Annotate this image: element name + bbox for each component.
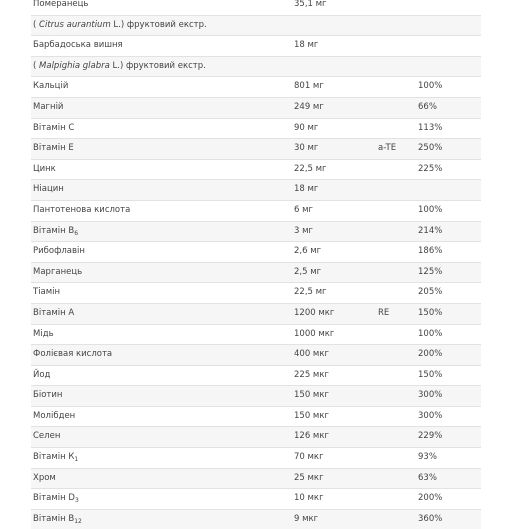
nutrient-percent: 200%: [418, 493, 443, 504]
table-row: [31, 0, 481, 15]
nutrient-percent: 214%: [418, 225, 443, 236]
table-row: [31, 76, 481, 97]
table-row: [31, 97, 481, 118]
nutrient-amount: 10 мкг: [294, 493, 324, 504]
nutrient-table: [31, 0, 481, 529]
nutrient-name: Барбадоська вишня: [33, 40, 123, 51]
nutrient-amount: 18 мг: [294, 184, 319, 195]
nutrient-percent: 100%: [418, 81, 443, 92]
nutrient-name: Рибофлавін: [33, 246, 85, 257]
nutrient-percent: 205%: [418, 287, 443, 298]
nutrient-percent: 250%: [418, 143, 443, 154]
table-row: [31, 303, 481, 324]
nutrient-amount: 3 мг: [294, 225, 313, 236]
table-row: [31, 262, 481, 283]
table-row: [31, 200, 481, 221]
nutrient-name: Марганець: [33, 266, 83, 277]
nutrient-name: Вітамін С: [33, 122, 75, 133]
table-row: [31, 426, 481, 447]
nutrient-percent: 125%: [418, 266, 443, 277]
table-row: [31, 179, 481, 200]
nutrient-name: Вітамін $D_3$: [33, 493, 79, 505]
nutrient-percent: 300%: [418, 390, 443, 401]
nutrient-percent: 113%: [418, 122, 443, 133]
nutrient-amount: 225 мкг: [294, 369, 329, 380]
table-row: [31, 15, 481, 36]
nutrient-name: Померанець: [33, 0, 89, 9]
nutrient-amount: 150 мкг: [294, 410, 329, 421]
nutrient-name: Молібден: [33, 410, 76, 421]
table-row: [31, 406, 481, 427]
table-row: [31, 344, 481, 365]
nutrient-percent: 150%: [418, 307, 443, 318]
table-row: [31, 118, 481, 139]
nutrient-source: ( Citrus aurantium L.) фруктовий екстр.: [33, 19, 207, 30]
nutrient-name: Вітамін $В_6$: [33, 225, 79, 237]
nutrient-amount: 6 мг: [294, 204, 313, 215]
nutrient-name: Мідь: [33, 328, 54, 339]
nutrient-name: Цинк: [33, 163, 56, 174]
nutrient-amount: 9 мкг: [294, 513, 319, 524]
nutrient-percent: 186%: [418, 246, 443, 257]
nutrient-percent: 63%: [418, 472, 437, 483]
table-row: [31, 35, 481, 56]
table-row: [31, 159, 481, 180]
table-row: [31, 468, 481, 489]
nutrient-name: Тіамін: [33, 287, 61, 298]
table-row: [31, 324, 481, 345]
nutrient-amount: 30 мг: [294, 143, 319, 154]
nutrient-name: Хром: [33, 472, 56, 483]
nutrient-percent: 225%: [418, 163, 443, 174]
nutrient-amount: 249 мг: [294, 101, 324, 112]
table-row: [31, 241, 481, 262]
nutrient-percent: 360%: [418, 513, 443, 524]
table-row: [31, 365, 481, 386]
nutrient-source: ( Malpighia glabra L.) фруктовий екстр.: [33, 60, 206, 71]
table-row: [31, 138, 481, 159]
nutrient-amount: 22,5 мг: [294, 287, 327, 298]
nutrient-name: Фолієвая кислота: [33, 349, 113, 360]
nutrient-name: Вітамін Е: [33, 143, 74, 154]
nutrient-amount: 126 мкг: [294, 431, 329, 442]
nutrient-unit: RE: [378, 307, 390, 318]
table-row: [31, 447, 481, 468]
nutrient-amount: 1000 мкг: [294, 328, 335, 339]
nutrient-percent: 229%: [418, 431, 443, 442]
table-row: [31, 488, 481, 509]
nutrient-name: Селен: [33, 431, 61, 442]
nutrient-amount: 400 мкг: [294, 349, 329, 360]
nutrient-amount: 150 мкг: [294, 390, 329, 401]
nutrient-percent: 200%: [418, 349, 443, 360]
nutrient-amount: 70 мкг: [294, 452, 324, 463]
nutrient-amount: 35,1 мг: [294, 0, 327, 9]
nutrient-name: Кальцій: [33, 81, 69, 92]
nutrient-name: Ніацин: [33, 184, 64, 195]
nutrient-unit: a-TE: [378, 143, 397, 154]
nutrient-name: Магній: [33, 101, 64, 112]
table-row: [31, 56, 481, 77]
nutrient-name: Пантотенова кислота: [33, 204, 131, 215]
nutrient-percent: 100%: [418, 328, 443, 339]
nutrient-name: Біотин: [33, 390, 63, 401]
nutrient-percent: 150%: [418, 369, 443, 380]
nutrient-percent: 66%: [418, 101, 437, 112]
nutrient-amount: 18 мг: [294, 40, 319, 51]
nutrient-amount: 1200 мкг: [294, 307, 335, 318]
nutrient-amount: 801 мг: [294, 81, 324, 92]
nutrient-amount: 25 мкг: [294, 472, 324, 483]
nutrient-name: Йод: [33, 369, 51, 380]
table-row: [31, 385, 481, 406]
table-row: [31, 221, 481, 242]
nutrient-name: Вітамін А: [33, 307, 75, 318]
nutrient-amount: 2,6 мг: [294, 246, 322, 257]
nutrient-percent: 300%: [418, 410, 443, 421]
nutrient-amount: 90 мг: [294, 122, 319, 133]
nutrient-amount: 2,5 мг: [294, 266, 322, 277]
nutrient-percent: 93%: [418, 452, 437, 463]
nutrient-name: Вітамін $В_{12}$: [33, 513, 82, 525]
table-row: [31, 282, 481, 303]
nutrient-amount: 22,5 мг: [294, 163, 327, 174]
nutrient-percent: 100%: [418, 204, 443, 215]
nutrient-name: Вітамін $К_1$: [33, 452, 79, 464]
